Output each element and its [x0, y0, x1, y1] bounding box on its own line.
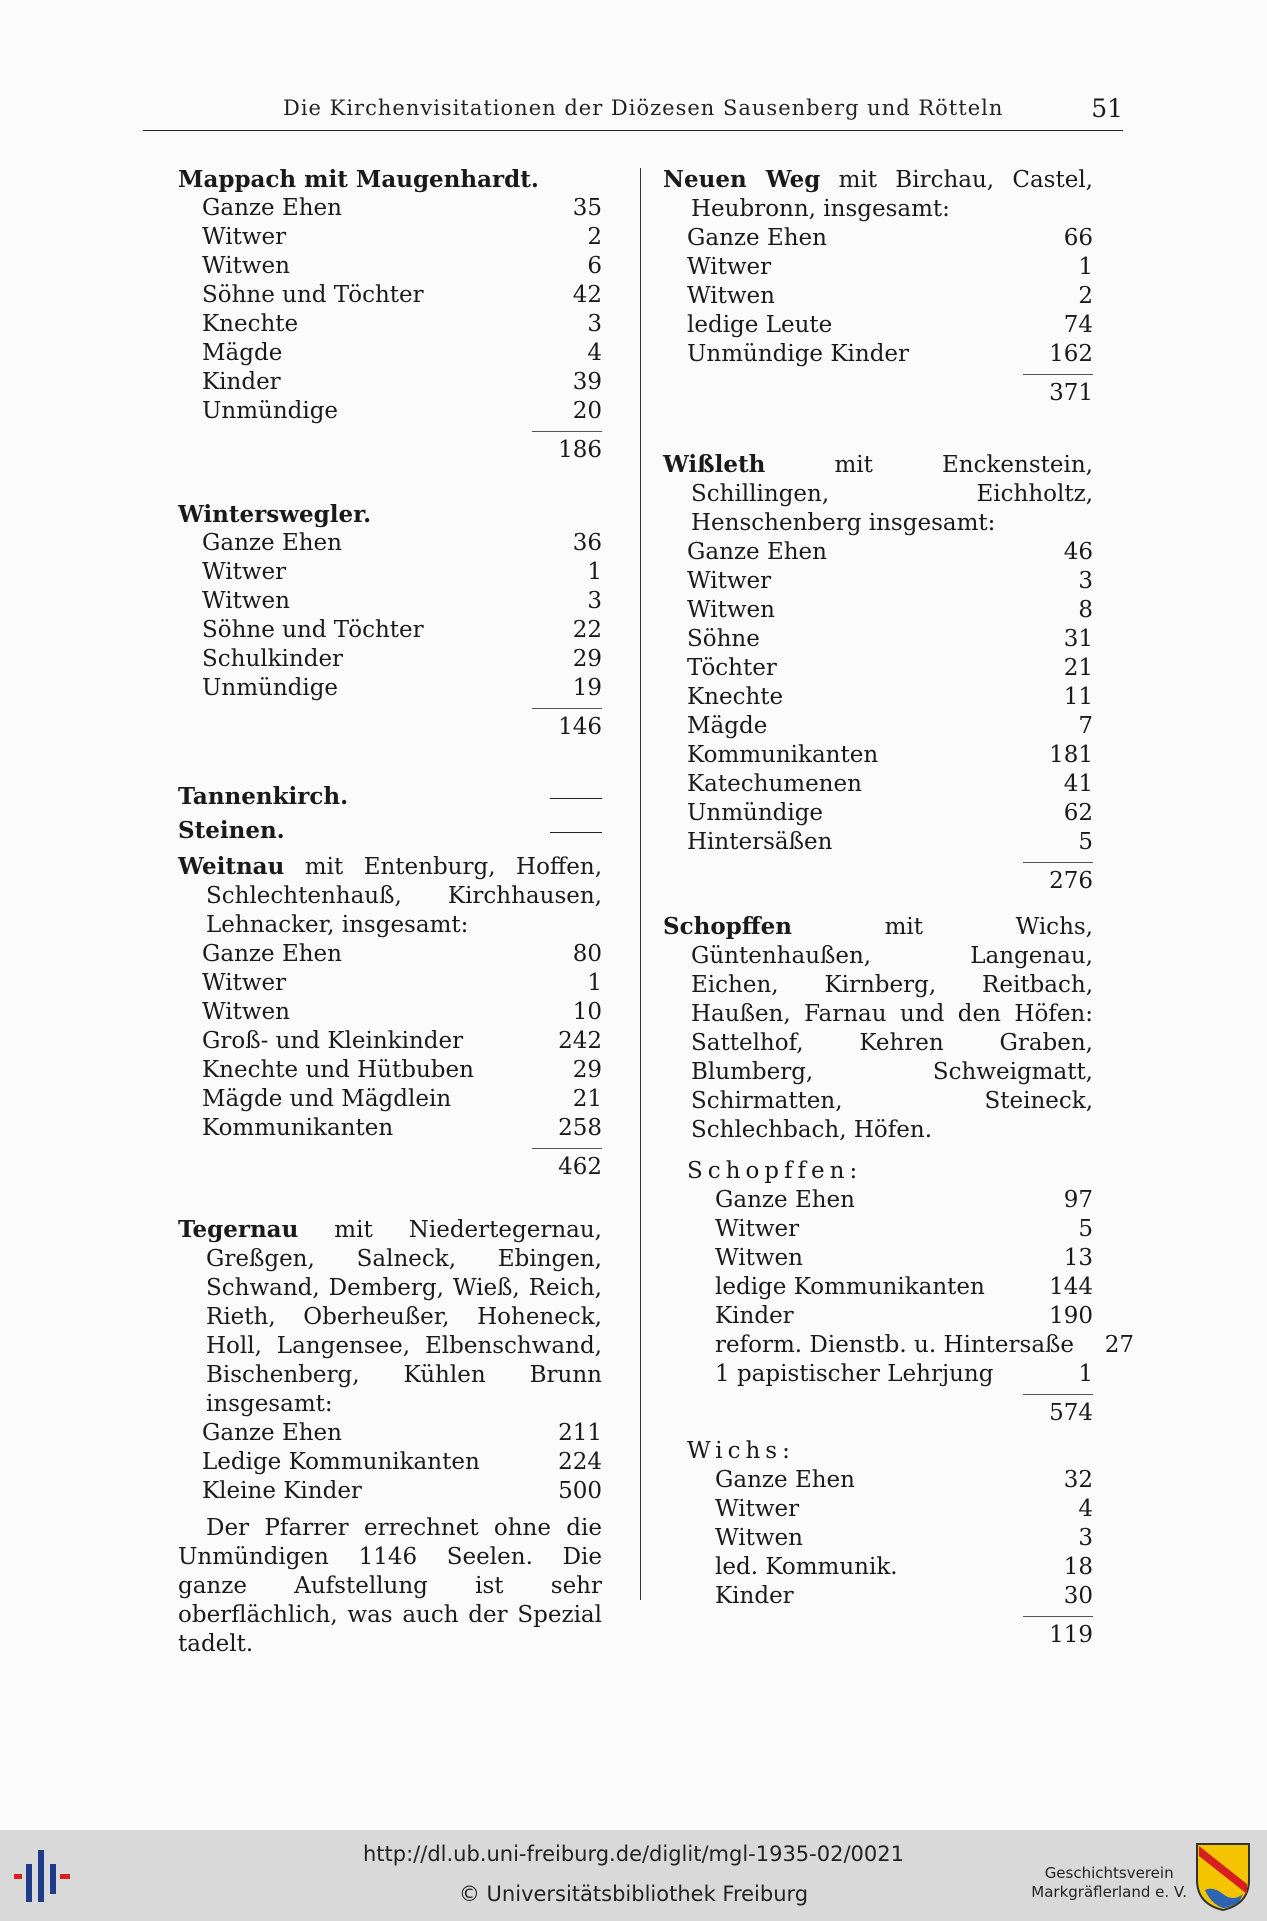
count-label: Witwer — [715, 1216, 800, 1242]
count-row — [663, 770, 1093, 799]
count-value: 1 — [587, 970, 602, 996]
count-row — [663, 741, 1093, 770]
count-row — [663, 311, 1093, 340]
count-label: Witwer — [687, 568, 772, 594]
count-row — [178, 1477, 602, 1506]
count-label: Witwen — [687, 597, 775, 623]
section-intro: Weitnau mit Entenburg, Hoffen, Schlechtenhauß, Kirchhausen, Lehnacker, insgesamt: — [178, 853, 602, 938]
count-label: Söhne und Töchter — [202, 282, 424, 308]
count-row — [663, 1553, 1093, 1582]
subsection-wichs — [663, 1437, 1093, 1647]
count-label: Unmündige — [202, 675, 339, 701]
count-row — [663, 683, 1093, 712]
count-value: 3 — [587, 588, 602, 614]
count-row — [663, 625, 1093, 654]
count-row — [663, 1466, 1093, 1495]
count-label: Ganze Ehen — [202, 530, 342, 556]
section-total: 371 — [663, 369, 1093, 405]
count-row — [663, 1186, 1093, 1215]
empty-value-dash — [550, 798, 602, 813]
count-row — [663, 1302, 1093, 1331]
count-value: 30 — [1063, 1583, 1093, 1609]
count-value: 4 — [1078, 1496, 1093, 1522]
count-value: 7 — [1078, 713, 1093, 739]
count-label: ledige Leute — [687, 312, 833, 338]
count-label: Witwen — [202, 999, 290, 1025]
count-row — [178, 252, 602, 281]
count-value: 211 — [558, 1420, 602, 1446]
count-value: 2 — [1078, 283, 1093, 309]
count-value: 31 — [1063, 626, 1093, 652]
count-label: Ganze Ehen — [202, 195, 342, 221]
count-label: Kommunikanten — [202, 1115, 394, 1141]
count-row — [663, 1331, 1135, 1360]
subsection-title: Schopffen: — [687, 1158, 863, 1184]
count-row — [663, 799, 1093, 828]
section-title: Mappach mit Maugenhardt. — [178, 166, 539, 193]
running-title: Die Kirchenvisitationen der Diözesen Sausenberg und Rötteln — [283, 96, 1004, 120]
count-label: Katechumenen — [687, 771, 862, 797]
section-winterswegler — [178, 500, 602, 739]
count-value: 3 — [1078, 568, 1093, 594]
section-mappach — [178, 165, 602, 462]
count-row — [178, 1114, 602, 1143]
count-label: Witwen — [202, 588, 290, 614]
count-value: 42 — [572, 282, 602, 308]
count-label: Unmündige — [687, 800, 824, 826]
count-row — [663, 828, 1093, 857]
count-label: reform. Dienstb. u. Hintersaße — [715, 1332, 1075, 1358]
section-intro: Schopffen mit Wichs, Güntenhaußen, Langenau, Eichen, Kirnberg, Reitbach, Haußen, Farnau und den Höfen: Sattelhof, Kehren Graben, Blumberg, Schweigmatt, Schirmatten, Steineck, Schlechbach, Höfen. — [663, 913, 1093, 1143]
count-value: 1 — [1078, 1361, 1093, 1387]
count-label: Ganze Ehen — [202, 941, 342, 967]
section-title: Winterswegler. — [178, 501, 372, 528]
count-value: 46 — [1063, 539, 1093, 565]
section-wissleth — [663, 450, 1093, 893]
section-intro: Tegernau mit Niedertegernau, Greßgen, Salneck, Ebingen, Schwand, Demberg, Wieß, Reich, Rieth, Oberheußer, Hoheneck, Holl, Langensee, Elbenschwand, Bischenberg, Kühlen Brunn insgesamt: — [178, 1216, 602, 1417]
count-value: 80 — [572, 941, 602, 967]
count-label: Witwer — [202, 224, 287, 250]
count-value: 3 — [1078, 1525, 1093, 1551]
count-value: 500 — [558, 1478, 602, 1504]
section-tannenkirch — [178, 782, 602, 813]
count-value: 66 — [1063, 225, 1093, 251]
count-value: 1 — [1078, 254, 1093, 280]
section-neuen-weg — [663, 165, 1093, 405]
count-label: Ganze Ehen — [687, 225, 827, 251]
count-label: Witwen — [715, 1525, 803, 1551]
count-value: 2 — [587, 224, 602, 250]
count-label: Groß- und Kleinkinder — [202, 1028, 464, 1054]
count-value: 258 — [558, 1115, 602, 1141]
count-label: Kleine Kinder — [202, 1478, 362, 1504]
count-value: 29 — [572, 1057, 602, 1083]
count-label: Witwer — [715, 1496, 800, 1522]
count-label: Unmündige — [202, 398, 339, 424]
count-row — [178, 529, 602, 558]
count-value: 11 — [1063, 684, 1093, 710]
section-tegernau — [178, 1215, 602, 1659]
count-value: 190 — [1049, 1303, 1093, 1329]
count-value: 62 — [1063, 800, 1093, 826]
section-total: 574 — [663, 1389, 1093, 1425]
count-label: Mägde — [202, 340, 283, 366]
count-row — [178, 645, 602, 674]
count-value: 22 — [572, 617, 602, 643]
count-value: 21 — [572, 1086, 602, 1112]
library-footer — [0, 1830, 1267, 1921]
count-row — [178, 998, 602, 1027]
count-value: 3 — [587, 311, 602, 337]
count-value: 5 — [1078, 829, 1093, 855]
count-value: 97 — [1063, 1187, 1093, 1213]
count-row — [663, 1360, 1093, 1389]
count-row — [663, 1524, 1093, 1553]
count-row — [178, 194, 602, 223]
count-row — [663, 224, 1093, 253]
count-value: 8 — [1078, 597, 1093, 623]
count-value: 35 — [572, 195, 602, 221]
count-row — [663, 712, 1093, 741]
count-label: Kinder — [715, 1303, 794, 1329]
count-value: 36 — [572, 530, 602, 556]
count-label: Witwen — [202, 253, 290, 279]
count-label: Kommunikanten — [687, 742, 879, 768]
count-row — [663, 654, 1093, 683]
count-row — [178, 281, 602, 310]
count-label: Witwer — [687, 254, 772, 280]
count-label: Mägde — [687, 713, 768, 739]
count-row — [663, 596, 1093, 625]
count-row — [663, 253, 1093, 282]
section-total: 146 — [178, 703, 602, 739]
count-label: Ganze Ehen — [687, 539, 827, 565]
section-total: 186 — [178, 426, 602, 462]
count-row — [178, 674, 602, 703]
count-value: 5 — [1078, 1216, 1093, 1242]
count-label: Witwen — [715, 1245, 803, 1271]
count-row — [178, 397, 602, 426]
count-row — [663, 282, 1093, 311]
count-row — [663, 1495, 1093, 1524]
count-value: 4 — [587, 340, 602, 366]
count-label: Knechte — [687, 684, 784, 710]
count-label: ledige Kommunikanten — [715, 1274, 985, 1300]
column-divider — [640, 168, 641, 1600]
count-row — [178, 339, 602, 368]
count-label: Witwer — [202, 970, 287, 996]
count-value: 10 — [572, 999, 602, 1025]
count-value: 39 — [572, 369, 602, 395]
page-header — [143, 92, 1123, 131]
count-value: 144 — [1049, 1274, 1093, 1300]
count-value: 41 — [1063, 771, 1093, 797]
count-row — [178, 587, 602, 616]
count-row — [663, 1215, 1093, 1244]
count-label: Söhne und Töchter — [202, 617, 424, 643]
permalink-url[interactable]: http://dl.ub.uni-freiburg.de/diglit/mgl-1935-02/0021 — [362, 1842, 904, 1866]
count-value: 20 — [572, 398, 602, 424]
count-label: Töchter — [687, 655, 777, 681]
count-value: 6 — [587, 253, 602, 279]
count-row — [178, 616, 602, 645]
count-row — [178, 368, 602, 397]
count-label: Unmündige Kinder — [687, 341, 910, 367]
count-label: Ganze Ehen — [715, 1187, 855, 1213]
count-row — [178, 1448, 602, 1477]
count-label: led. Kommunik. — [715, 1554, 898, 1580]
section-total: 119 — [663, 1611, 1093, 1647]
society-name: Geschichtsverein Markgräflerland e. V. — [1031, 1864, 1187, 1901]
count-label: Knechte und Hütbuben — [202, 1057, 474, 1083]
count-row — [663, 538, 1093, 567]
count-label: Kinder — [202, 369, 281, 395]
count-row — [178, 1056, 602, 1085]
count-value: 19 — [572, 675, 602, 701]
count-value: 21 — [1063, 655, 1093, 681]
count-label: Mägde und Mägdlein — [202, 1086, 452, 1112]
count-label: Kinder — [715, 1583, 794, 1609]
count-value: 13 — [1063, 1245, 1093, 1271]
count-row — [663, 567, 1093, 596]
count-label: Witwer — [202, 559, 287, 585]
section-title: Tannenkirch. — [178, 783, 349, 810]
count-row — [178, 1085, 602, 1114]
page-number: 51 — [1091, 94, 1123, 123]
count-label: Ledige Kommunikanten — [202, 1449, 480, 1475]
section-schopffen — [663, 912, 1135, 1648]
count-row — [663, 1244, 1093, 1273]
count-value: 162 — [1049, 341, 1093, 367]
count-label: Söhne — [687, 626, 760, 652]
count-label: Ganze Ehen — [715, 1467, 855, 1493]
section-title: Steinen. — [178, 817, 285, 844]
count-row — [178, 1027, 602, 1056]
count-row — [663, 1273, 1093, 1302]
count-row — [178, 223, 602, 252]
copyright-notice: © Universitätsbibliothek Freiburg — [458, 1882, 809, 1906]
count-row — [178, 969, 602, 998]
coat-of-arms-icon — [1193, 1840, 1253, 1912]
count-value: 1 — [587, 559, 602, 585]
count-label: 1 papistischer Lehrjung — [715, 1361, 994, 1387]
empty-value-dash — [550, 832, 602, 847]
count-row — [178, 1419, 602, 1448]
count-value: 242 — [558, 1028, 602, 1054]
section-intro: Wißleth mit Enckenstein, Schillingen, Eichholtz, Henschenberg insgesamt: — [663, 451, 1093, 536]
pastor-note: Der Pfarrer errechnet ohne die Unmündigen 1146 Seelen. Die ganze Aufstellung ist sehr oberflächlich, was auch der Spezial tadelt. — [178, 1515, 602, 1657]
count-label: Witwen — [687, 283, 775, 309]
count-value: 181 — [1049, 742, 1093, 768]
count-value: 224 — [558, 1449, 602, 1475]
count-value: 32 — [1063, 1467, 1093, 1493]
count-value: 74 — [1063, 312, 1093, 338]
section-weitnau — [178, 852, 602, 1179]
count-row — [178, 558, 602, 587]
section-steinen — [178, 816, 602, 847]
count-row — [178, 310, 602, 339]
section-intro: Neuen Weg mit Birchau, Castel, Heubronn, insgesamt: — [663, 166, 1093, 222]
count-value: 27 — [1104, 1332, 1135, 1358]
count-row — [178, 940, 602, 969]
count-row — [663, 340, 1093, 369]
subsection-title: Wichs: — [687, 1438, 795, 1464]
count-label: Schulkinder — [202, 646, 344, 672]
count-row — [663, 1582, 1093, 1611]
section-total: 276 — [663, 857, 1093, 893]
count-value: 29 — [572, 646, 602, 672]
count-label: Ganze Ehen — [202, 1420, 342, 1446]
count-label: Hintersäßen — [687, 829, 833, 855]
section-total: 462 — [178, 1143, 602, 1179]
count-value: 18 — [1063, 1554, 1093, 1580]
count-label: Knechte — [202, 311, 299, 337]
subsection-schopffen — [663, 1157, 1135, 1426]
